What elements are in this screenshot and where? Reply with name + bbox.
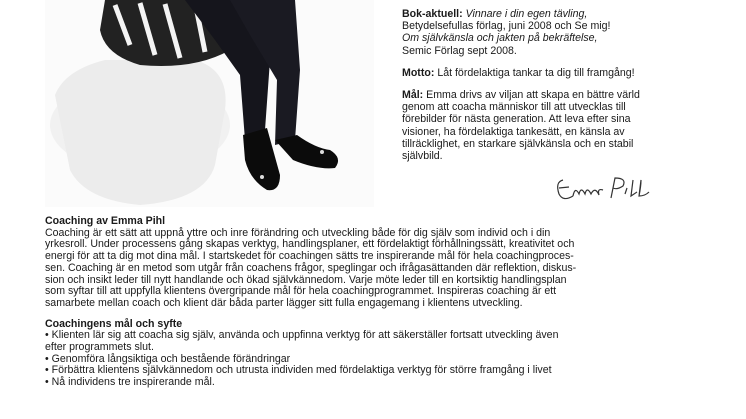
goal-line: självbild.: [402, 150, 443, 163]
paragraph-line: sion och insikt leder till nytt handlande och ökad självkännedom. Varje möte leder till en kortsiktig handlingsplan: [45, 273, 567, 286]
coaching-heading: Coaching av Emma Pihl: [45, 215, 166, 227]
motto-label: Motto:: [402, 66, 435, 79]
book-info: [402, 8, 702, 57]
paragraph-line: yrkesroll. Under processens gång skapas verktyg, handlingsplaner, ett fördelaktigt förhållningssätt, kreativitet och: [45, 238, 575, 251]
goal-line: Emma drivs av viljan att skapa en bättre värld: [426, 89, 640, 102]
paragraph-line: energi för att ta dig mot dina mål. I startskedet för coachingen sätts tre inspirerande mål för hela coachingproces-: [45, 250, 574, 263]
list-item: • Genomföra långsiktiga och bestående förändringar: [45, 352, 291, 365]
signature-drawing: [553, 172, 653, 208]
woman-on-chair-illustration: [45, 0, 374, 207]
profile-info: [402, 8, 702, 172]
paragraph-line: samarbete mellan coach och klient där båda parter lägger sitt fulla engagemang i klientens utveckling.: [45, 296, 523, 309]
book-title-1: Vinnare i din egen tävling,: [465, 8, 588, 20]
goal-line: förebilder för nästa generation. Att leva efter sina: [402, 113, 631, 126]
goal-line: tillräcklighet, en starkare självkänsla och en stabil: [402, 137, 634, 150]
goals-heading: Coachingens mål och syfte: [45, 317, 183, 330]
book-title-2: Om självkänsla och jakten på bekräftelse,: [402, 32, 598, 45]
list-item: efter programmets slut.: [45, 341, 154, 354]
paragraph-line: sen. Coaching är en metod som utgår från coachens frågor, speglingar och ifrågasättanden där reflektion, diskus-: [45, 261, 577, 274]
book-label: Bok-aktuell:: [402, 8, 463, 20]
main-content: [45, 216, 705, 389]
list-item: • Klienten lär sig att coacha sig själv, använda och uppfinna verktyg för att säkerställer fortsatt utveckling även: [45, 329, 559, 342]
signature: [553, 172, 653, 208]
list-item: • Nå individens tre inspirerande mål.: [45, 376, 215, 389]
book-publisher-2: Semic Förlag sept 2008.: [402, 44, 517, 57]
book-publisher-1: Betydelsefullas förlag, juni 2008 och Se mig!: [402, 20, 611, 33]
goal-line: visioner, ha fördelaktiga tankesätt, en känsla av: [402, 125, 625, 138]
paragraph-line: Coaching är ett sätt att uppnå yttre och inre förändring och utveckling både för dig själv som individ och i din: [45, 226, 551, 239]
list-item: • Förbättra klientens självkännedom och utrusta individen med fördelaktiga verktyg för större framgång i livet: [45, 364, 552, 377]
motto: [402, 67, 702, 79]
motto-text: Låt fördelaktiga tankar ta dig till framgång!: [437, 66, 635, 79]
goal-line: genom att coacha människor till att utvecklas till: [402, 101, 626, 114]
goal: [402, 89, 702, 162]
paragraph-line: som syftar till att uppfylla klientens övergripande mål för hela coachingprogrammet. Inspireras coaching är ett: [45, 285, 557, 298]
coaching-paragraph: [45, 228, 705, 310]
goal-label: Mål:: [402, 89, 424, 102]
goals-list: [45, 330, 705, 389]
portrait-photo: [45, 0, 374, 207]
